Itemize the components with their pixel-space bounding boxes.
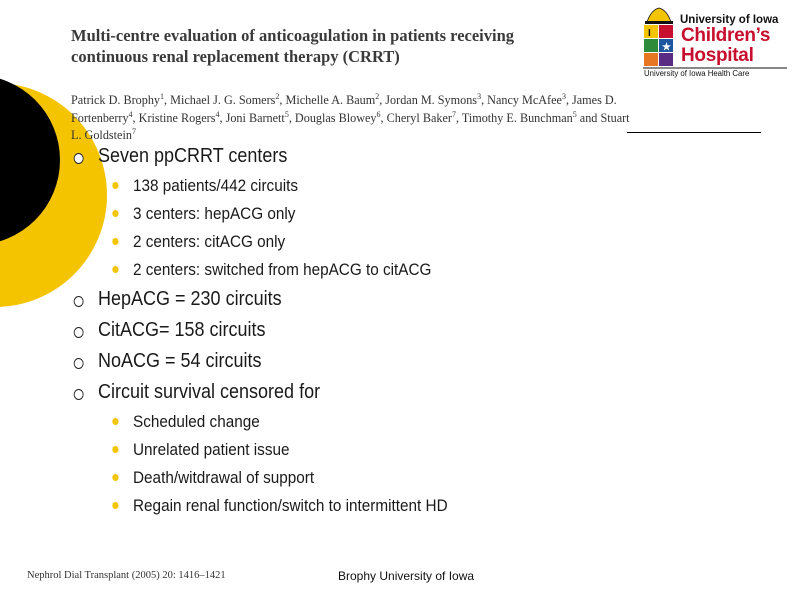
paper-citation: Nephrol Dial Transplant (2005) 20: 1416–1421 bbox=[27, 570, 226, 581]
sub-bullet-item: 3 centers: hepACG only bbox=[133, 204, 296, 223]
block-tile-orange bbox=[644, 53, 658, 66]
author-affiliation: 7 bbox=[451, 109, 456, 119]
bullet-item: HepACG = 230 circuits bbox=[98, 288, 282, 310]
bullet-item: Seven ppCRRT centers bbox=[98, 145, 288, 167]
author-affiliation: 6 bbox=[376, 109, 381, 119]
sub-bullet-item: Regain renal function/switch to intermittent HD bbox=[133, 496, 448, 515]
logo-footer-text: University of Iowa Health Care bbox=[644, 69, 750, 78]
sub-bullet-item: Death/witdrawal of support bbox=[133, 468, 315, 487]
logo-hospital-text: Hospital bbox=[681, 45, 754, 66]
author-affiliation: 4 bbox=[215, 109, 220, 119]
author-list: Patrick D. Brophy$^1$, Michael J. G. Somers$^2$, Michelle A. Baum$^2$, Jordan M. Symons$^3$, Nancy McAfee$^3$, James D. Fortenberry$^4$, Kristine Rogers$^4$, Joni Barnett$^5$, Douglas Blowey$^6$, Cheryl Baker$^7$, Timothy E. Bunchman$^5$ and Stuart L. Goldstein$^7$ bbox=[71, 92, 630, 143]
author-name: Douglas Blowey bbox=[294, 110, 377, 125]
sub-bullet-item: Unrelated patient issue bbox=[133, 440, 290, 459]
bullet-item: Circuit survival censored for bbox=[98, 381, 321, 403]
svg-text:★: ★ bbox=[662, 42, 671, 53]
author-affiliation: 2 bbox=[275, 92, 280, 101]
author-name: Michelle A. Baum bbox=[285, 93, 376, 108]
author-affiliation: 3 bbox=[561, 92, 566, 101]
logo-childrens-text: Children’s bbox=[681, 25, 771, 46]
author-affiliation: 5 bbox=[284, 109, 289, 119]
author-name: Cheryl Baker bbox=[386, 110, 452, 125]
bullet-item: CitACG= 158 circuits bbox=[98, 319, 266, 341]
divider-line bbox=[627, 132, 761, 133]
sub-bullet-item: 2 centers: citACG only bbox=[133, 232, 286, 251]
svg-text:I: I bbox=[648, 28, 651, 39]
block-tile-green bbox=[644, 39, 658, 52]
author-affiliation: 1 bbox=[160, 92, 165, 101]
sub-bullet-item: 138 patients/442 circuits bbox=[133, 176, 299, 195]
author-name: Stuart L. Goldstein bbox=[71, 110, 630, 143]
author-affiliation: 2 bbox=[375, 92, 380, 101]
author-affiliation: 5 bbox=[572, 109, 577, 119]
author-name: Kristine Rogers bbox=[138, 110, 216, 125]
author-name: James D. Fortenberry bbox=[71, 93, 617, 125]
bullet-item: NoACG = 54 circuits bbox=[98, 350, 262, 372]
sub-bullet-item: Scheduled change bbox=[133, 412, 260, 431]
dome-icon bbox=[647, 8, 671, 22]
author-affiliation: 7 bbox=[131, 127, 136, 137]
author-name: Michael J. G. Somers bbox=[170, 93, 276, 108]
logo-university-text: University of Iowa bbox=[680, 14, 779, 26]
author-affiliation: 3 bbox=[477, 92, 482, 101]
author-name: Jordan M. Symons bbox=[385, 93, 478, 108]
block-tile-purple bbox=[659, 53, 673, 66]
block-tile-red bbox=[659, 25, 673, 38]
paper-title: Multi-centre evaluation of anticoagulation in patients receiving continuous renal replacement therapy (CRRT) bbox=[71, 26, 515, 66]
block-tile-yellow bbox=[644, 25, 658, 38]
author-name: Joni Barnett bbox=[225, 110, 285, 125]
sub-bullet-item: 2 centers: switched from hepACG to citACG bbox=[133, 260, 432, 279]
author-name: Timothy E. Bunchman bbox=[461, 110, 573, 125]
dome-base-icon bbox=[645, 21, 673, 24]
slide-footer: Brophy University of Iowa bbox=[338, 569, 475, 583]
author-name: Patrick D. Brophy bbox=[71, 93, 161, 108]
author-name: Nancy McAfee bbox=[487, 93, 562, 108]
author-affiliation: 4 bbox=[128, 109, 133, 119]
